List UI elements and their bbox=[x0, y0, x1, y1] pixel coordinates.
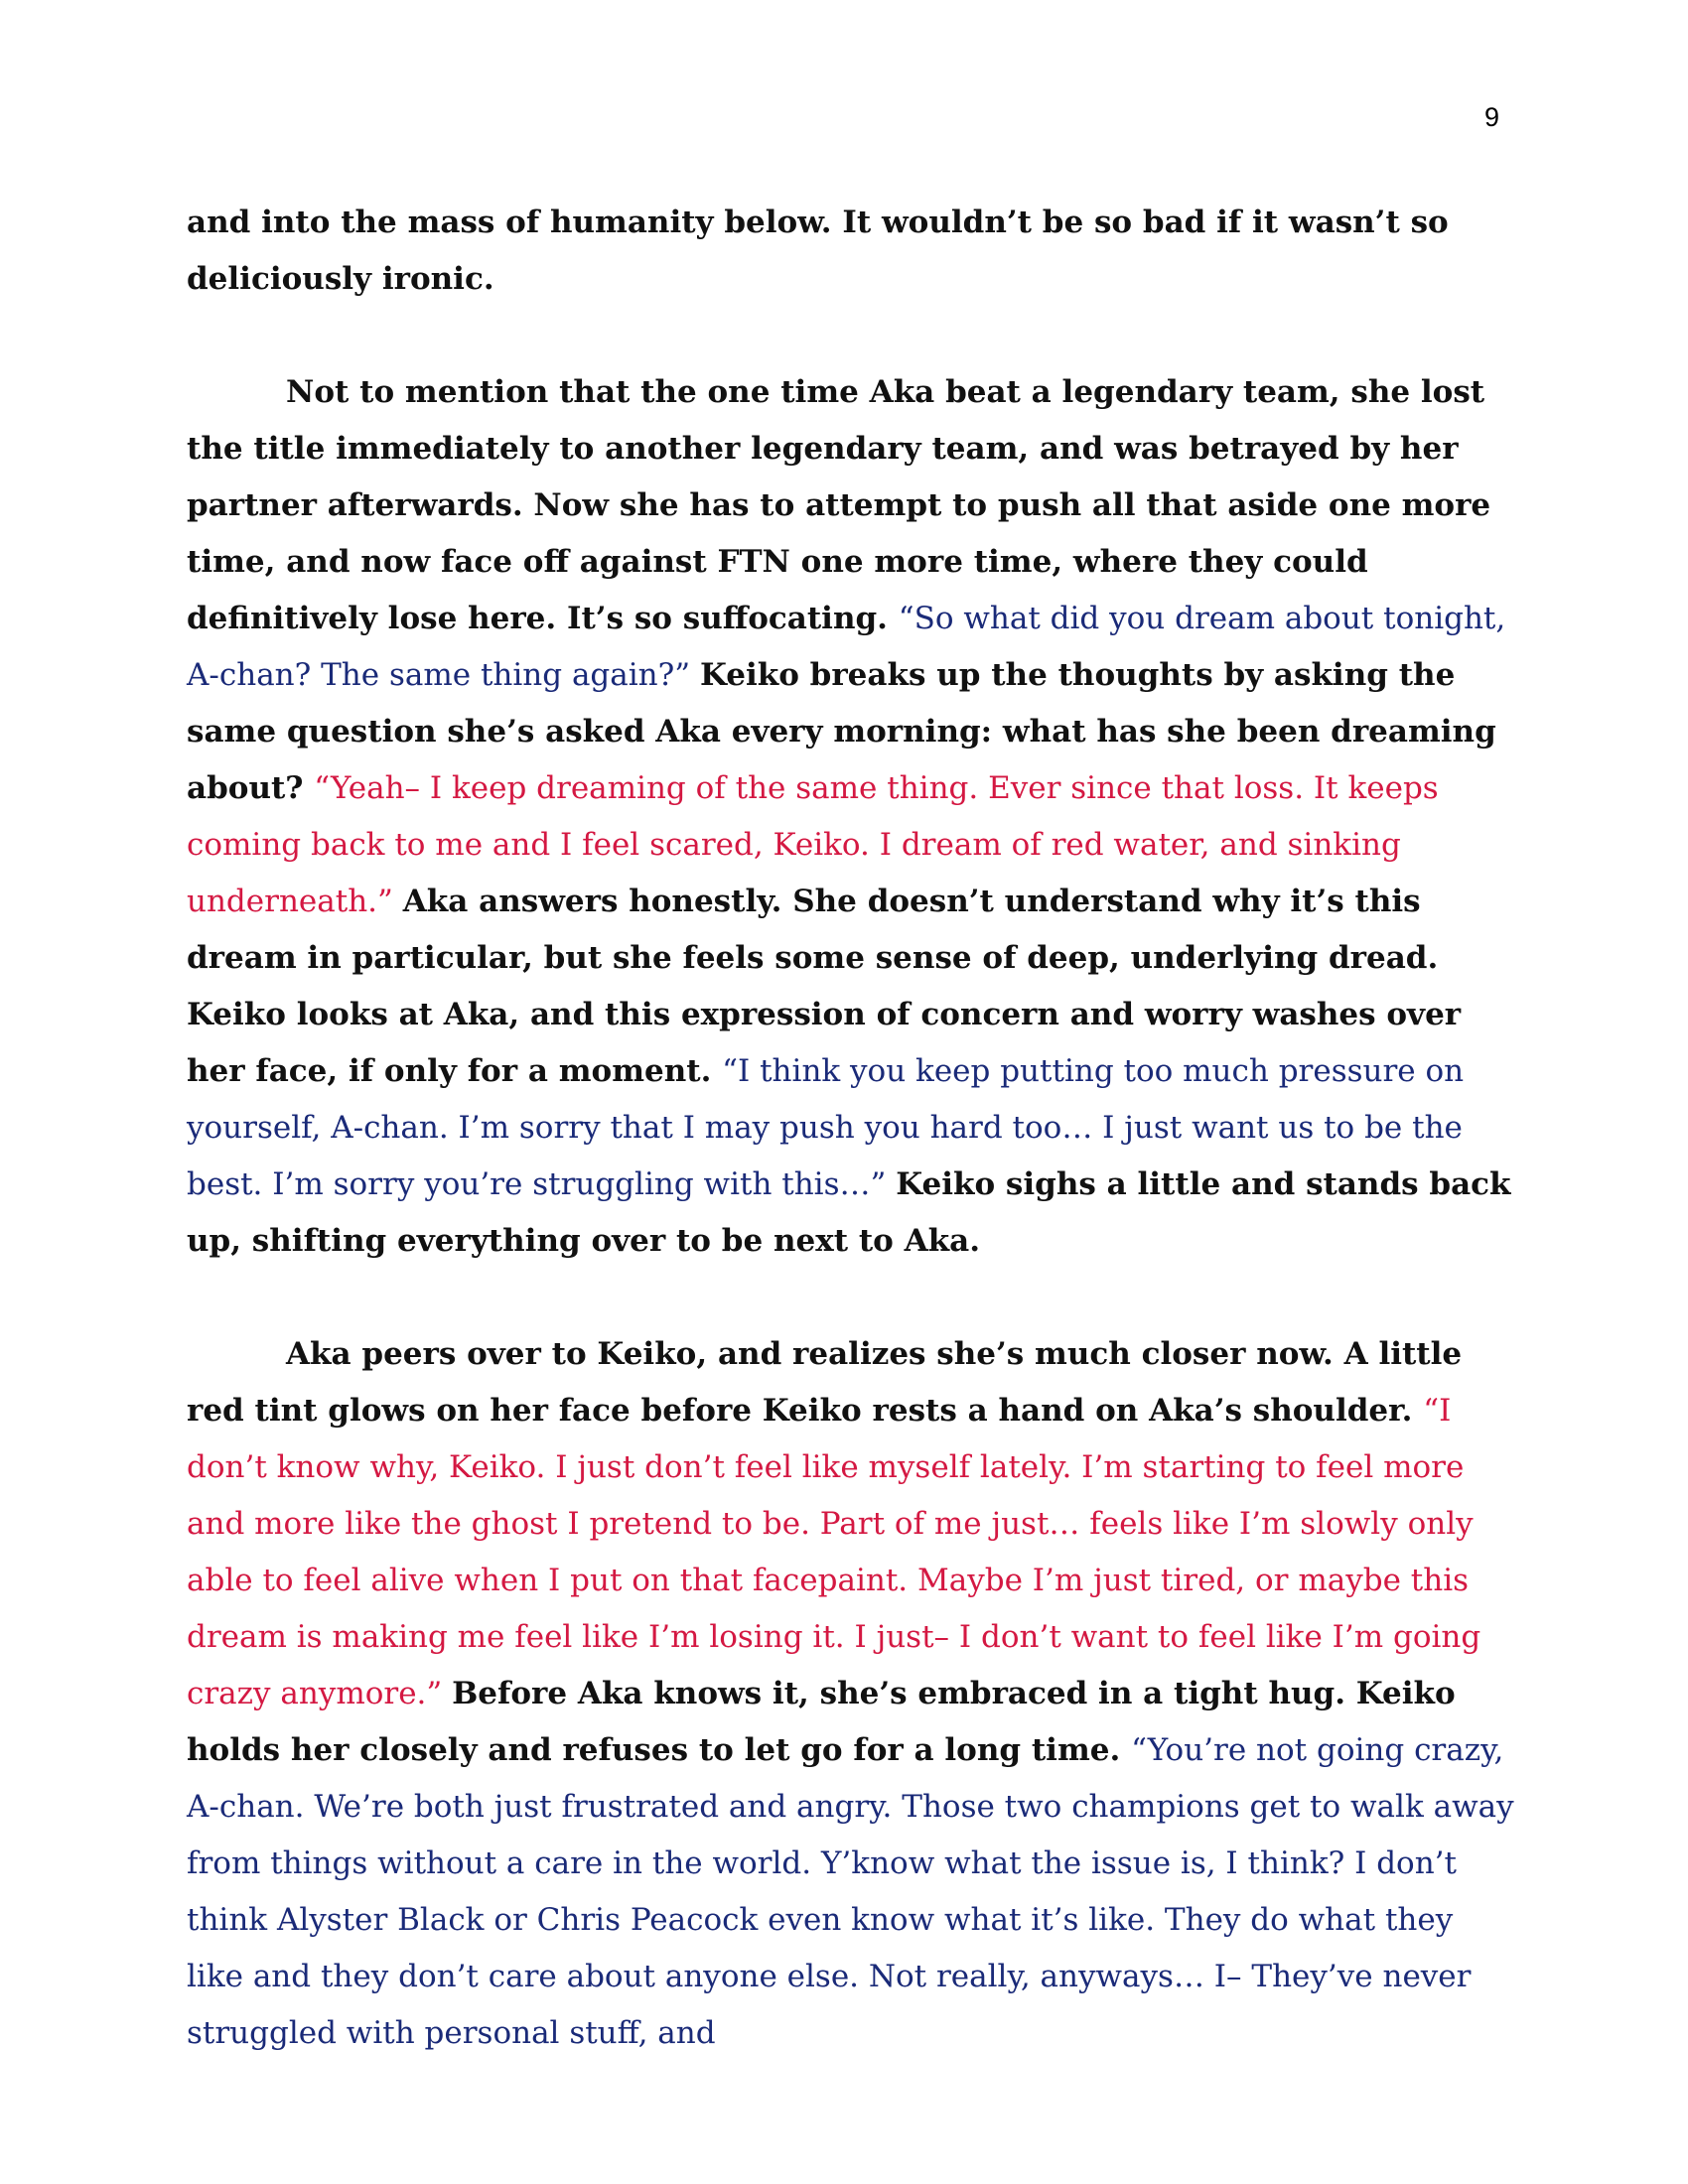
narration-text: Aka answers honestly. She doesn’t understand why it’s this dream in particular, but she feels some sense of deep, underlying dread. Keiko looks at Aka, and this expression of concern and worry washes over her face, if only for a moment. bbox=[187, 884, 1462, 1089]
paragraph-hug bbox=[187, 1326, 1517, 2062]
narration-text: Keiko sighs a little and stands back up, shifting everything over to be next to Aka. bbox=[187, 1166, 1511, 1259]
narration-text: Before Aka knows it, she’s embraced in a tight hug. Keiko holds her closely and refuses to let go for a long time. bbox=[187, 1676, 1456, 1768]
page-number: 9 bbox=[1483, 102, 1499, 132]
narration-text: Not to mention that the one time Aka beat a legendary team, she lost the title immediately to another legendary team, and was betrayed by her partner afterwards. Now she has to attempt to push all that aside one more time, and now face off against FTN one more time, where they could definitively lose here. It’s so suffocating. bbox=[187, 374, 1491, 636]
keiko-dialogue: “You’re not going crazy, A-chan. We’re both just frustrated and angry. Those two champions get to walk away from things without a care in the world. Y’know what the issue is, I think? I don’t think Alyster Black or Chris Peacock even know what it’s like. They do what they like and they don’t care about anyone else. Not really, anyways… I– They’ve never struggled with personal stuff, and bbox=[187, 1732, 1514, 2051]
narration-text: and into the mass of humanity below. It wouldn’t be so bad if it wasn’t so deliciously ironic. bbox=[187, 205, 1449, 297]
aka-dialogue: “Yeah– I keep dreaming of the same thing. Ever since that loss. It keeps coming back to me and I feel scared, Keiko. I dream of red water, and sinking underneath.” bbox=[187, 770, 1439, 919]
story-body bbox=[187, 195, 1517, 2118]
keiko-dialogue: “I think you keep putting too much pressure on yourself, A-chan. I’m sorry that I may push you hard too… I just want us to be the best. I’m sorry you’re struggling with this…” bbox=[187, 1053, 1465, 1202]
keiko-dialogue: “So what did you dream about tonight, A-chan? The same thing again?” bbox=[187, 601, 1506, 693]
narration-text: Aka peers over to Keiko, and realizes she’s much closer now. A little red tint glows on her face before Keiko rests a hand on Aka’s shoulder. bbox=[187, 1336, 1463, 1429]
paragraph-aka-dream bbox=[187, 364, 1517, 1270]
narration-text: Keiko breaks up the thoughts by asking the same question she’s asked Aka every morning: what has she been dreaming about? bbox=[187, 657, 1496, 806]
aka-dialogue: “I don’t know why, Keiko. I just don’t feel like myself lately. I’m starting to feel more and more like the ghost I pretend to be. Part of me just… feels like I’m slowly only able to feel alive when I put on that facepaint. Maybe I’m just tired, or maybe this dream is making me feel like I’m losing it. I just– I don’t want to feel like I’m going crazy anymore.” bbox=[187, 1393, 1481, 1711]
paragraph-continuation bbox=[187, 195, 1517, 308]
